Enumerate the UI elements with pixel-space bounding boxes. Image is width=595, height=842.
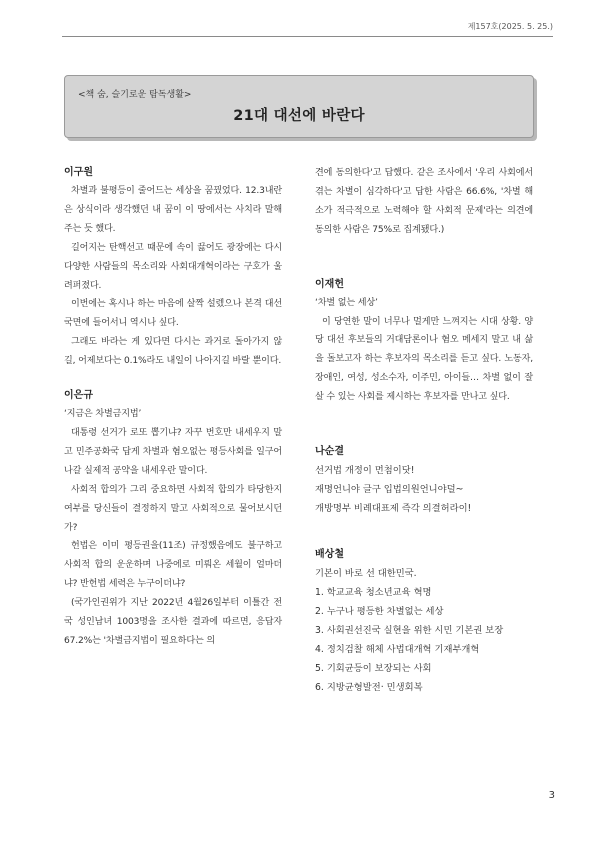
author-name: 나순결 <box>315 446 344 458</box>
list-item: 2. 누구나 평등한 차별없는 세상 <box>315 606 444 618</box>
quote-title: ‘차별 없는 세상’ <box>315 297 378 308</box>
author-name: 배상철 <box>315 549 344 561</box>
section-gap <box>64 371 282 387</box>
header-rule <box>62 36 553 37</box>
author-name: 이재헌 <box>315 278 344 290</box>
list-item: 3. 사회권선진국 실현을 위한 시민 기본권 보장 <box>315 625 504 637</box>
list-item: 4. 정치검찰 해체 사법대개혁 기재부개혁 <box>315 644 480 656</box>
body-paragraph: (국가인권위가 지난 2022년 4월26일부터 이틀간 전국 성인남녀 1003명을 조사한 결과에 따르면, 응답자 67.2%는 '차별금지법이 필요하다는 의 <box>64 598 282 646</box>
section-banner <box>64 75 534 138</box>
body-paragraph: 차별과 불평등이 줄어드는 세상을 꿈꿨었다. 12.3내란은 상식이라 생각했던 내 꿈이 이 땅에서는 사치라 말해주는 듯 했다. <box>64 186 282 234</box>
right-column <box>315 164 533 697</box>
quote-title: ‘지금은 차별금지법’ <box>64 409 142 420</box>
text-line: 선거법 개정이 먼첨이닷! <box>315 465 415 477</box>
section-gap <box>315 518 533 546</box>
body-paragraph: 이번에는 혹시나 하는 마음에 살짝 설렜으나 본격 대선 국면에 들어서니 역시나 싶다. <box>64 299 282 329</box>
banner-title: 21대 대선에 바란다 <box>233 108 365 124</box>
author-name: 이은규 <box>64 390 93 402</box>
list-item: 1. 학교교육 청소년교육 혁명 <box>315 587 432 599</box>
list-item: 6. 지방균형발전· 민생회복 <box>315 682 423 694</box>
continued-paragraph: 견에 동의한다'고 답했다. 같은 조사에서 '우리 사회에서 겪는 차별이 심각하다'고 답한 사람은 66.6%, '차별 해소가 적극적으로 노력해야 할 사회적 문제'라는 의견에 동의한 사람은 75%로 집계됐다.) <box>315 168 533 235</box>
body-paragraph: 이 당연한 말이 너무나 멀게만 느껴지는 시대 상황. 양당 대선 후보들의 거대담론이나 혐오 메세지 말고 내 삶을 돌보고자 하는 후보자의 목소리를 듣고 싶다. 노동자, 장애인, 여성, 성소수자, 이주민, 아이들… 차별 없이 잘 살 수 있는 사회를 제시하는 후보자를 만나고 싶다. <box>315 316 533 403</box>
left-column <box>64 164 282 651</box>
list-item: 5. 기회균등이 보장되는 사회 <box>315 663 432 675</box>
issue-number: 제157호(2025. 5. 25.) <box>467 22 553 31</box>
body-paragraph: 대통령 선거가 로또 뽑기냐? 자꾸 번호만 내세우지 말고 민주공화국 답게 차별과 혐오없는 평등사회를 일구어 나갈 실제적 공약을 내세우란 말이다. <box>64 427 282 476</box>
section-gap <box>315 407 533 443</box>
page-number: 3 <box>548 790 555 801</box>
text-line: 재명언니야 글구 입법의원언니야덜~ <box>315 484 464 496</box>
banner-subtitle: <책 숨, 슬기로운 탐독생활> <box>78 90 192 100</box>
body-paragraph: 길어지는 탄핵선고 때문에 속이 끓어도 광장에는 다시 다양한 사람들의 목소리와 사회대개혁이라는 구호가 울려퍼졌다. <box>64 242 282 291</box>
text-line: 기본이 바로 선 대한민국. <box>315 568 417 580</box>
body-paragraph: 헌법은 이미 평등권을(11조) 규정했음에도 불구하고 사회적 합의 운운하며 나중에로 미뤄온 세월이 얼마더냐? 반헌법 세력은 누구이더냐? <box>64 541 282 590</box>
section-gap <box>315 240 533 276</box>
body-paragraph: 그래도 바라는 게 있다면 다시는 과거로 돌아가지 않길, 어제보다는 0.1%라도 내일이 나아지길 바랄 뿐이다. <box>64 337 282 367</box>
text-line: 개방명부 비례대표제 즉각 의결허라이! <box>315 503 472 515</box>
author-name: 이구원 <box>64 167 93 178</box>
body-paragraph: 사회적 합의가 그리 중요하면 사회적 합의가 타당한지 여부를 당신들이 결정하지 말고 사회적으로 물어보시던가? <box>64 484 282 533</box>
